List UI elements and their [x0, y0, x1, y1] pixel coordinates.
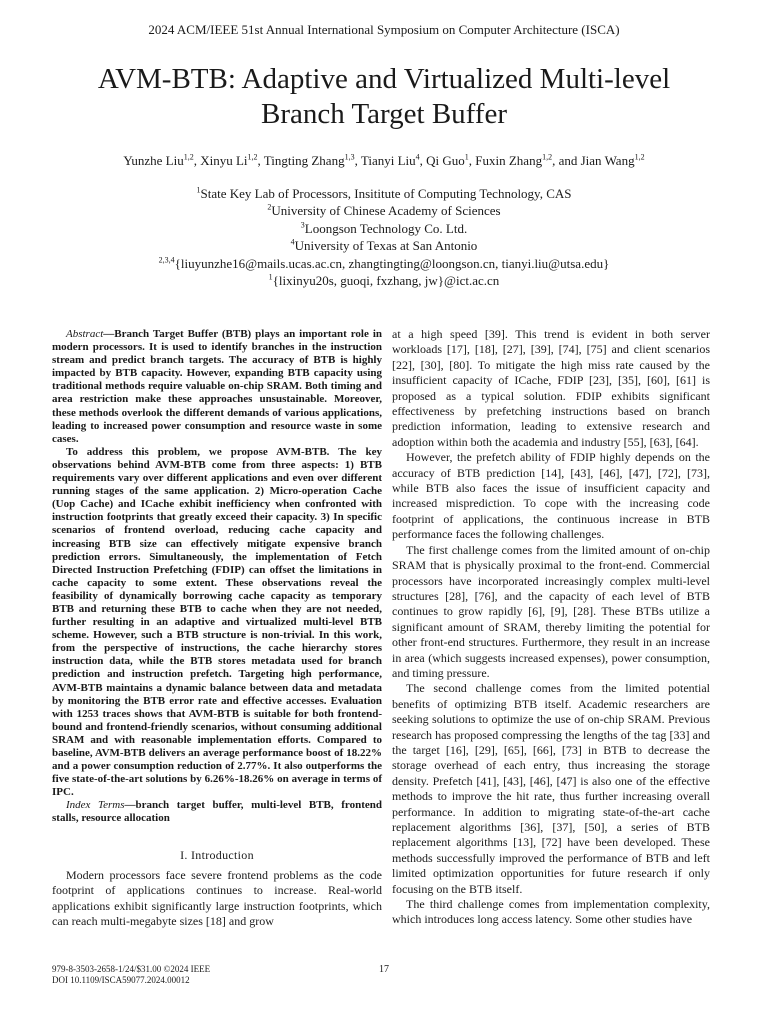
affiliation-text: {lixinyu20s, guoqi, fxzhang, jw}@ict.ac.cn	[272, 273, 500, 289]
body-paragraph-5: The third challenge comes from implementation complexity, which introduces long access latency. Some other studies have	[392, 897, 710, 927]
isbn-line: 979-8-3503-2658-1/24/$31.00 ©2024 IEEE	[52, 964, 211, 974]
affiliation-line	[30, 237, 738, 254]
author-name: Qi Guo	[426, 153, 465, 168]
author-affiliation-marker: 1,2	[634, 152, 645, 162]
index-terms-label: Index Terms	[66, 799, 125, 812]
author-name: Yunzhe Liu	[123, 153, 184, 168]
author-affiliation-marker: 1,2	[183, 152, 194, 162]
right-column	[392, 327, 710, 928]
conference-header: 2024 ACM/IEEE 51st Annual International Symposium on Computer Architecture (ISCA)	[148, 22, 620, 37]
body-paragraph-2: However, the prefetch ability of FDIP highly depends on the accuracy of BTB prediction [14], [43], [46], [47], [72], [73], while BTB also faces the issue of insufficient capacity and increased misprediction. To cope with the increasing code footprint of applications, the continuous increase in BTB performance faces the following challenges.	[392, 450, 710, 542]
affiliation-marker: 4	[290, 237, 295, 247]
index-terms-text: —branch target buffer, multi-level BTB, frontend stalls, resource allocation	[52, 799, 382, 825]
affiliation-marker: 1	[268, 272, 273, 282]
affiliation-line	[30, 185, 738, 202]
abstract-text-1: —Branch Target Buffer (BTB) plays an important role in modern processors. It is used to identify branches in the instruction stream and predict branch targets. The accuracy of BTB is highly impacted by BTB capacity. However, expanding BTB capacity using traditional methods require valuable on-chip SRAM. Both timing and area restriction make these approaches unsustainable. Moreover, these methods overlook the different demands of various applications, leading to increased power consumption and resource waste in some cases.	[52, 328, 382, 445]
affiliation-text: State Key Lab of Processors, Insititute of Computing Technology, CAS	[200, 186, 572, 201]
affiliation-text: Loongson Technology Co. Ltd.	[304, 220, 468, 236]
author-affiliation-marker: 1,2	[542, 152, 553, 162]
section-heading-introduction: I. Introduction	[180, 848, 254, 862]
body-paragraph-1: at a high speed [39]. This trend is evident in both server workloads [17], [18], [27], [39], [74], [75] and client scenarios [22], [30], [80]. To mitigate the high miss rate caused by the insufficient capacity of ICache, FDIP [23], [35], [60], [61] is proposed as a typical solution. FDIP exhibits significant effectiveness by prefetching instructions based on branch prediction information, leading to extensive research and adoption within both the academia and industry [55], [63], [64].	[392, 327, 710, 449]
affiliation-marker: 3	[300, 220, 305, 230]
author-separator: ,	[419, 153, 427, 168]
abstract-paragraph-1	[52, 328, 382, 446]
abstract-label: Abstract	[66, 328, 104, 340]
affiliation-text: {liuyunzhe16@mails.ucas.ac.cn, zhangtingting@loongson.cn, tianyi.liu@utsa.edu}	[174, 255, 610, 271]
abstract-paragraph-2: To address this problem, we propose AVM-BTB. The key observations behind AVM-BTB come from three aspects: 1) BTB requirements vary over different applications and even over different running stages of the same application. 2) Micro-operation Cache (Uop Cache) and ICache exhibit inefficiency when confronted with instruction footprints that greatly exceed their capacity. 3) In specific scenarios of frontend overload, reducing cache capacity and increasing BTB size can effectively mitigate expensive branch prediction errors. Simultaneously, the implementation of Fetch Directed Instruction Prefetching (FDIP) can offset the limitations in cache capacity to some extent. These observations reveal the feasibility of dynamically borrowing cache capacity as temporary BTB and returning these BTB to cache when they are not needed, further resulting in an adaptive and virtualized multi-level BTB scheme. However, such a BTB structure is non-trivial. In this work, from the perspective of instructions, the cache hierarchy stores instruction data, while the BTB stores metadata used for branch prediction and instruction prefetch. Targeting high performance, AVM-BTB maintains a dynamic balance between data and metadata by monitoring the BTB error rate and effective accesses. Evaluation with 1253 traces shows that AVM-BTB is suitable for both frontend-bound and frontend-friendly scenarios, without consuming additional SRAM and with reasonable implementation efforts. Compared to baseline, AVM-BTB delivers an average performance boost of 18.22% and a power consumption reduction of 2.77%. It also outperforms the five state-of-the-art solutions by 6.26%-18.26% on average in terms of IPC.	[52, 445, 382, 799]
author-affiliation-marker: 1,3	[344, 152, 355, 162]
author-name: Xinyu Li	[200, 153, 248, 168]
affiliation-list	[30, 185, 738, 289]
intro-column	[52, 868, 382, 930]
intro-paragraph-1: Modern processors face severe frontend problems as the code footprint of applications continues to increase. Real-world applications exhibit significantly large instruction footprints, which can reach multi-megabyte sizes [18] and grow	[52, 868, 382, 929]
doi-line: DOI 10.1109/ISCA59077.2024.00012	[52, 975, 190, 985]
paper-title	[40, 62, 728, 132]
author-separator: ,	[354, 153, 361, 168]
author-affiliation-marker: 1	[464, 152, 469, 162]
index-terms	[52, 799, 382, 825]
affiliation-text: University of Texas at San Antonio	[294, 238, 478, 254]
affiliation-text: University of Chinese Academy of Sciences	[271, 203, 501, 219]
title-line-2: Branch Target Buffer	[260, 98, 507, 130]
author-affiliation-marker: 1,2	[247, 152, 258, 162]
author-name: Tianyi Liu	[360, 153, 416, 168]
affiliation-line	[30, 255, 738, 272]
affiliation-marker: 2	[267, 203, 272, 213]
author-separator: , and	[552, 153, 581, 168]
author-affiliation-marker: 4	[415, 152, 420, 162]
affiliation-line	[30, 220, 738, 237]
body-paragraph-4: The second challenge comes from the limited potential benefits of optimizing BTB itself. Academic researchers are seeking solutions to optimize the use of on-chip SRAM. Previous research has proposed compressing the lengths of the tag [33] and the target [16], [29], [65], [66], [73] in BTB to decrease the storage overhead of each entry, thus increasing the storage density. Prefetch [41], [43], [46], [47] is also one of the effective methods to improve the hit rate, thus further increasing overall performance. In addition to migrating state-of-the-art cache replacement algorithms [36], [37], [50], a series of BTB replacement algorithms [13], [72] have been developed. These methods successfully improved the performance of BTB and left limited optimization opportunities for future research if only focusing on the BTB itself.	[392, 681, 710, 896]
author-separator: ,	[257, 153, 264, 168]
author-name: Fuxin Zhang	[475, 153, 543, 168]
affiliation-line	[30, 202, 738, 219]
affiliation-marker: 1	[196, 185, 201, 195]
author-separator: ,	[468, 153, 476, 168]
body-paragraph-3: The first challenge comes from the limited amount of on-chip SRAM that is physically proximal to the front-end. Commercial processors have incorporated increasingly complex multi-level structures [28], [76], and the capacity of each level of BTB continues to grow rapidly [6], [9], [28]. These BTBs utilize a significant amount of SRAM, thereby limiting the potential for other front-end structures. Furthermore, they result in an increase in area (which suggests increased expenses), power consumption, and timing pressure.	[392, 542, 710, 680]
author-list	[30, 153, 738, 169]
author-name: Jian Wang	[580, 153, 635, 168]
abstract	[52, 328, 382, 826]
affiliation-line	[30, 272, 738, 289]
page-number: 17	[379, 964, 389, 975]
author-separator: ,	[193, 153, 201, 168]
affiliation-marker: 2,3,4	[158, 255, 175, 265]
author-name: Tingting Zhang	[263, 153, 345, 168]
title-line-1: AVM-BTB: Adaptive and Virtualized Multi-level	[97, 63, 671, 95]
